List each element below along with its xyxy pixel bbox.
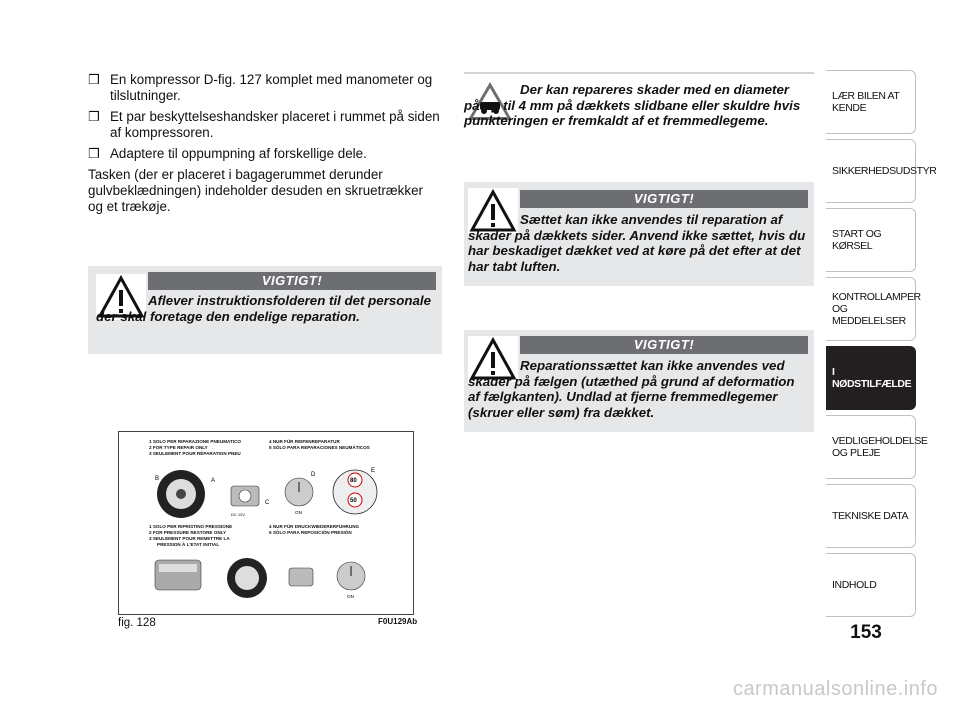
figure-label: DC 12V bbox=[231, 512, 246, 517]
figure-label: C bbox=[265, 500, 270, 506]
figure-label: 2 FOR TYPE REPAIR ONLY bbox=[149, 445, 208, 450]
tire-icon bbox=[157, 470, 205, 518]
figure-label: ON bbox=[347, 594, 354, 599]
list-item bbox=[88, 72, 440, 104]
body-paragraph: Tasken (der er placeret i bagagerummet derunder gulvbeklædningen) indeholder desuden en skruetrækker og et trækøje. bbox=[88, 167, 423, 214]
checkbox-bullet-icon: ❒ bbox=[88, 109, 100, 124]
figure-label: 3 SEULEMENT POUR REMETTRE LA bbox=[149, 536, 230, 541]
note-panel bbox=[464, 78, 814, 148]
figure-label: 4 NUR FÜR DRUCKWIEDERERFÜHRUNG bbox=[269, 524, 360, 529]
figure-128 bbox=[118, 431, 414, 615]
compressor-kit-icon bbox=[155, 560, 201, 590]
tab-tekniske-data[interactable]: TEKNISKE DATA bbox=[826, 484, 916, 548]
checkbox-bullet-icon: ❒ bbox=[88, 72, 100, 87]
warning-text: Aflever instruktionsfolderen til det personale der skal foretage den endelige reparation. bbox=[96, 293, 431, 324]
figure-label: A bbox=[211, 478, 216, 484]
list-item-text: Adaptere til oppumpning af forskellige dele. bbox=[110, 146, 367, 161]
compressor-icon bbox=[231, 486, 259, 506]
note-text: Der kan repareres skader med en diameter på op til 4 mm på dækkets slidbane eller skuldre hvis punkteringen er fremkaldt af et fremmedlegeme. bbox=[464, 82, 801, 128]
figure-label: E bbox=[371, 468, 376, 474]
list-item bbox=[88, 146, 440, 162]
figure-label: 5 SÓLO PARA REPOSICIÓN PRESIÓN bbox=[269, 530, 352, 535]
compressor-icon bbox=[289, 568, 313, 586]
warning-panel-right-1 bbox=[464, 182, 814, 286]
warning-panel-right-2 bbox=[464, 330, 814, 432]
tab-sikkerhedsudstyr[interactable]: SIKKERHEDSUDSTYR bbox=[826, 139, 916, 203]
figure-label: B bbox=[155, 476, 160, 482]
figure-label: 2 FOR PRESSURE RESTORE ONLY bbox=[149, 530, 227, 535]
figure-code: F0U129Ab bbox=[378, 617, 418, 626]
figure-label: 1 SOLO PER RIPARAZIONE PNEUMATICO bbox=[149, 439, 241, 444]
pressure-gauge-icon bbox=[337, 562, 365, 590]
divider bbox=[464, 72, 814, 74]
warning-label: VIGTIGT! bbox=[148, 272, 436, 290]
page-number: 153 bbox=[850, 622, 882, 643]
figure-label: ON bbox=[295, 510, 302, 515]
tab-indhold[interactable]: INDHOLD bbox=[826, 553, 916, 617]
warning-text: Reparationssættet kan ikke anvendes ved skader på fælgen (utæthed på grund af deformation af fælgkanten). Undlad at fjerne fremmedlegemer (skruer eller søm) fra dækket. bbox=[468, 358, 795, 420]
checkbox-bullet-icon: ❒ bbox=[88, 146, 100, 161]
figure-caption: fig. 128 bbox=[118, 617, 156, 629]
warning-label: VIGTIGT! bbox=[520, 190, 808, 208]
figure-label: PRESSION À L'ETAT INITIAL bbox=[157, 542, 220, 547]
figure-label: 4 NUR FÜR REIFENREPARATUR bbox=[269, 439, 340, 444]
tab-start-og-korsel[interactable]: START OG KØRSEL bbox=[826, 208, 916, 272]
tab-laer-bilen[interactable]: LÆR BILEN AT KENDE bbox=[826, 70, 916, 134]
figure-label: 1 SOLO PER RIPRISTINO PRESSIONE bbox=[149, 524, 233, 529]
list-item-text: Et par beskyttelseshandsker placeret i rummet på siden af kompressoren. bbox=[110, 109, 440, 140]
tab-i-nodstilfaelde[interactable]: I NØDSTILFÆLDE bbox=[826, 346, 916, 410]
warning-text: Sættet kan ikke anvendes til reparation af skader på dækkets sider. Anvend ikke sættet, hvis du har beskadiget dækket ved at køre på det efter at det har tabt luften. bbox=[468, 212, 806, 274]
figure-label: 80 bbox=[350, 478, 357, 484]
list-item bbox=[88, 109, 440, 141]
tire-icon bbox=[227, 558, 267, 598]
speed-limit-icon bbox=[333, 470, 377, 514]
figure-label: 3 SEULEMENT POUR RÉPARATION PNEU bbox=[149, 451, 241, 456]
footer-watermark: carmanualsonline.info bbox=[732, 678, 938, 700]
tab-kontrollamper[interactable]: KONTROLLAMPER OG MEDDELELSER bbox=[826, 277, 916, 341]
figure-label: 5 SÓLO PARA REPARACIONES NEUMÁTICOS bbox=[269, 445, 370, 450]
list-item-text: En kompressor D-fig. 127 komplet med manometer og tilslutninger. bbox=[110, 72, 433, 103]
tab-vedligeholdelse[interactable]: VEDLIGEHOLDELSE OG PLEJE bbox=[826, 415, 916, 479]
figure-label: D bbox=[311, 472, 316, 478]
pressure-gauge-icon bbox=[285, 478, 313, 506]
figure-label: 50 bbox=[350, 498, 357, 504]
warning-label: VIGTIGT! bbox=[520, 336, 808, 354]
left-column bbox=[88, 72, 440, 215]
warning-panel-left bbox=[88, 266, 442, 354]
